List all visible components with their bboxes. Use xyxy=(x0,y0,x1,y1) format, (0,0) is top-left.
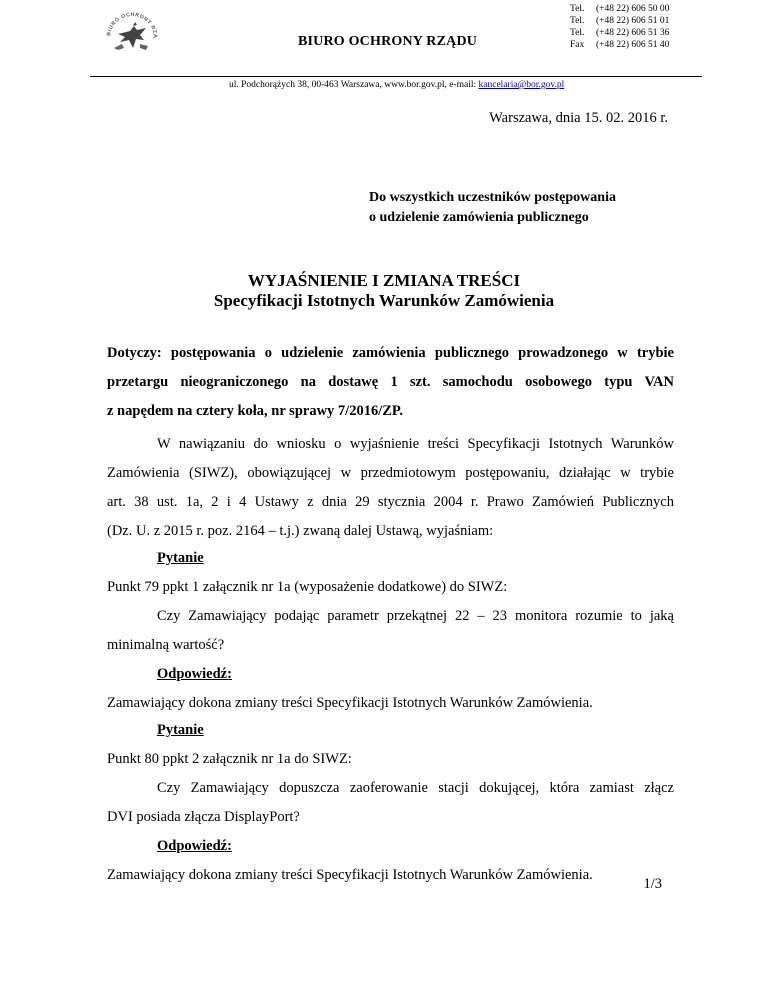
organization-name: BIURO OCHRONY RZĄDU xyxy=(298,34,478,49)
recipient-line: Do wszystkich uczestników postępowania xyxy=(369,190,616,205)
qa-block-2 xyxy=(107,716,674,890)
question-reference: Punkt 80 ppkt 2 załącznik nr 1a do SIWZ: xyxy=(107,751,352,767)
document-title: WYJAŚNIENIE I ZMIANA TREŚCI xyxy=(247,271,521,290)
qa-block-1 xyxy=(107,544,674,718)
header-divider xyxy=(90,76,702,77)
contact-row xyxy=(570,3,669,15)
eagle-emblem-icon xyxy=(100,4,164,68)
contact-label: Fax xyxy=(570,40,585,50)
intro-line: Zamówienia (SIWZ), obowiązującej w przedmiotowym postępowaniu, działając w trybie xyxy=(107,465,674,481)
subject-line: z napędem na cztery koła, nr sprawy 7/2016/ZP. xyxy=(107,403,404,419)
question-text: DVI posiada złącza DisplayPort? xyxy=(107,809,300,825)
contact-label: Tel. xyxy=(570,16,585,26)
contact-value: (+48 22) 606 51 40 xyxy=(596,40,670,50)
email-link[interactable]: kancelaria@bor.gov.pl xyxy=(478,80,565,90)
subject-line: przetargu nieograniczonego na dostawę 1 szt. samochodu osobowego typu VAN xyxy=(107,374,674,390)
address-line xyxy=(229,80,564,90)
date-line: Warszawa, dnia 15. 02. 2016 r. xyxy=(489,110,668,126)
address-text: ul. Podchorążych 38, 00-463 Warszawa, www.bor.gov.pl, e-mail: xyxy=(229,80,479,90)
contact-label: Tel. xyxy=(570,28,585,38)
contact-row xyxy=(570,39,669,51)
answer-heading: Odpowiedź: xyxy=(157,838,232,854)
answer-text: Zamawiający dokona zmiany treści Specyfikacji Istotnych Warunków Zamówienia. xyxy=(107,695,593,711)
answer-heading: Odpowiedź: xyxy=(157,666,232,682)
question-text: Czy Zamawiający dopuszcza zaoferowanie stacji dokującej, która zamiast złącz xyxy=(157,780,674,796)
answer-text: Zamawiający dokona zmiany treści Specyfikacji Istotnych Warunków Zamówienia. xyxy=(107,867,593,883)
contact-row xyxy=(570,15,669,27)
recipient-line: o udzielenie zamówienia publicznego xyxy=(369,210,589,225)
subject-paragraph xyxy=(107,339,674,426)
question-reference: Punkt 79 ppkt 1 załącznik nr 1a (wyposażenie dodatkowe) do SIWZ: xyxy=(107,579,508,595)
question-text: minimalną wartość? xyxy=(107,637,225,653)
page-number: 1/3 xyxy=(643,876,662,892)
contact-value: (+48 22) 606 50 00 xyxy=(596,4,670,14)
intro-line: (Dz. U. z 2015 r. poz. 2164 – t.j.) zwaną dalej Ustawą, wyjaśniam: xyxy=(107,523,494,539)
subject-line: Dotyczy: postępowania o udzielenie zamówienia publicznego prowadzonego w trybie xyxy=(107,345,674,361)
intro-line: W nawiązaniu do wniosku o wyjaśnienie treści Specyfikacji Istotnych Warunków xyxy=(157,436,674,452)
intro-line: art. 38 ust. 1a, 2 i 4 Ustawy z dnia 29 stycznia 2004 r. Prawo Zamówień Publicznych xyxy=(107,494,674,510)
question-heading: Pytanie xyxy=(157,722,204,738)
contact-list xyxy=(570,3,669,51)
intro-paragraph xyxy=(107,430,674,546)
contact-value: (+48 22) 606 51 01 xyxy=(596,16,670,26)
document-subtitle: Specyfikacji Istotnych Warunków Zamówienia xyxy=(213,291,555,310)
contact-label: Tel. xyxy=(570,4,585,14)
question-text: Czy Zamawiający podając parametr przekątnej 22 – 23 monitora rozumie to jaką xyxy=(157,608,674,624)
contact-row xyxy=(570,27,669,39)
recipient-block xyxy=(369,188,616,228)
question-heading: Pytanie xyxy=(157,550,204,566)
contact-value: (+48 22) 606 51 36 xyxy=(596,28,670,38)
svg-text:BIURO OCHRONY RZĄDU: BIURO OCHRONY RZĄ xyxy=(106,11,159,39)
